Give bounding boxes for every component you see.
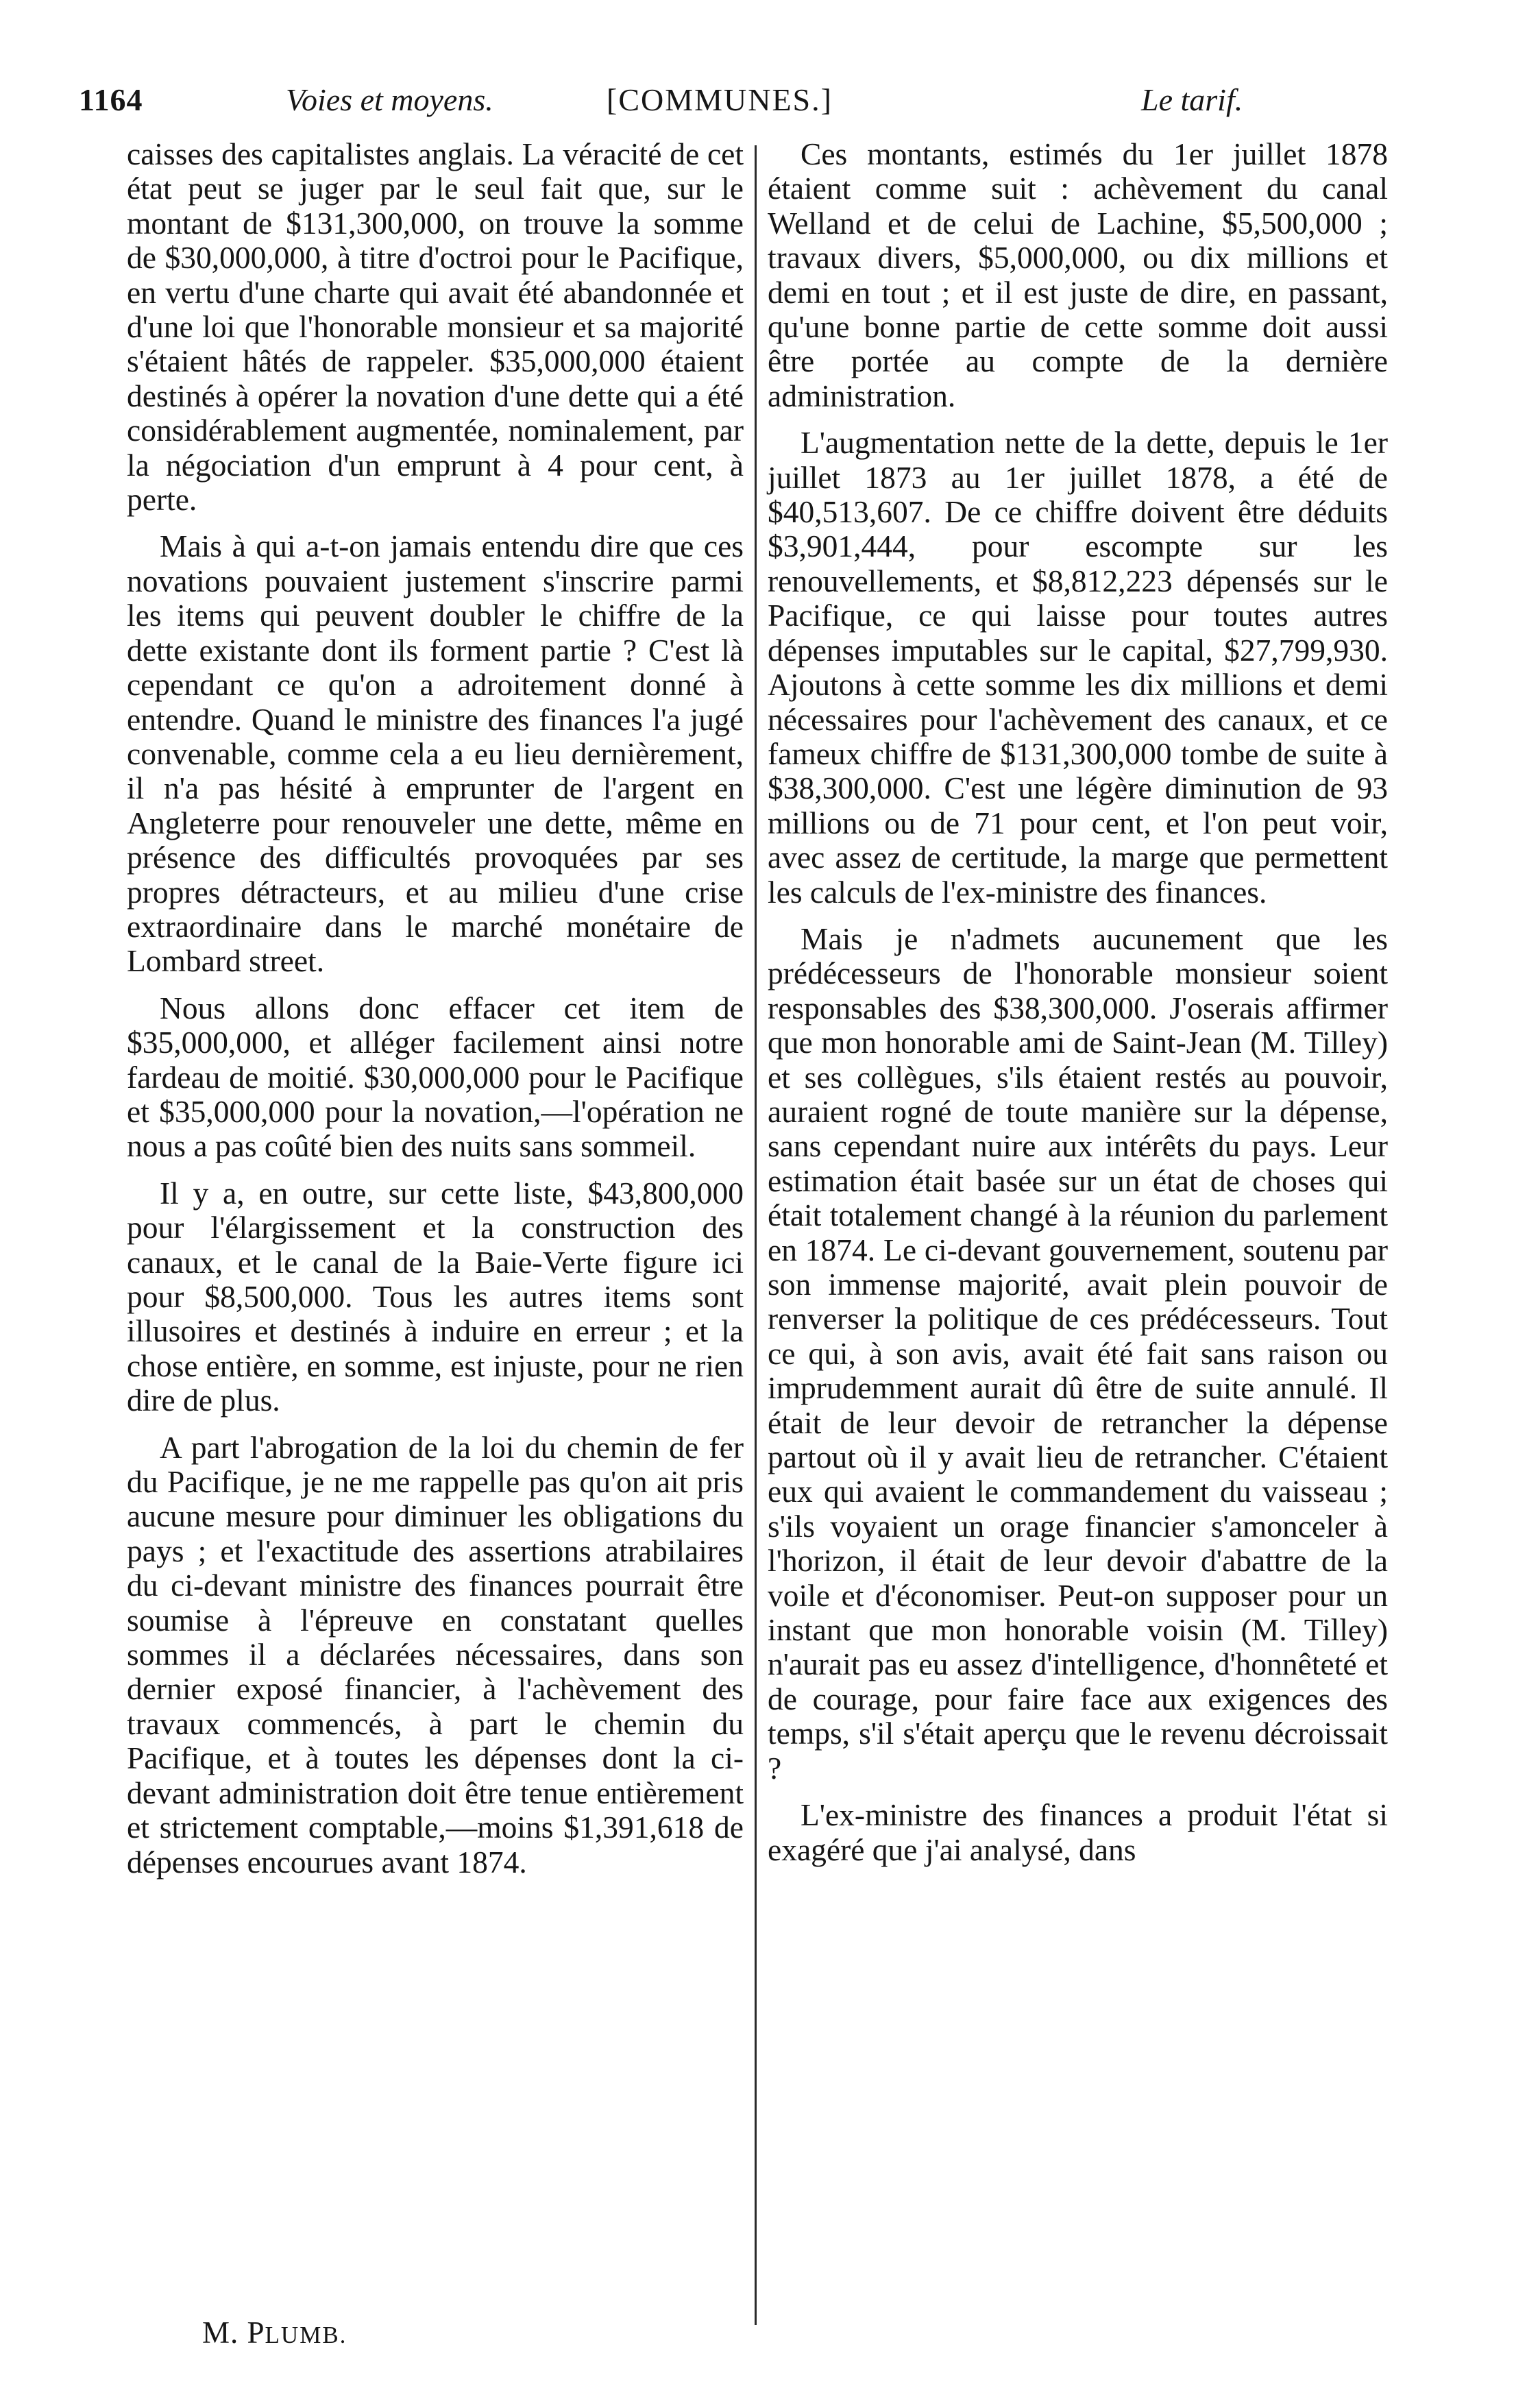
running-title-left: Voies et moyens. xyxy=(286,82,493,117)
left-column xyxy=(127,137,744,1892)
column-divider xyxy=(755,145,757,2325)
right-paragraph-4: L'ex-ministre des finances a produit l'état si exagéré que j'ai analysé, dans xyxy=(768,1797,1388,1867)
right-paragraph-2: L'augmentation nette de la dette, depuis le 1er juillet 1873 au 1er juillet 1878, a été de $40,513,607. De ce chiffre doivent être déduits $3,901,444, pour escompte sur les renouvellements, et $8,812,223 dépensés sur le Pacifique, ce qui laisse pour toutes autres dépenses imputables sur le capital, $27,799,930. Ajoutons à cette somme les dix millions et demi nécessaires pour l'achèvement des canaux, et ce fameux chiffre de $131,300,000 tombe de suite à $38,300,000. C'est une légère diminution de 93 millions ou de 71 pour cent, et l'on peut voir, avec assez de certitude, la marge que permettent les calculs de l'ex-ministre des finances. xyxy=(768,425,1388,910)
right-column xyxy=(768,137,1388,1880)
running-title-center: [COMMUNES.] xyxy=(607,82,833,117)
speaker-signature xyxy=(202,2313,347,2355)
left-paragraph-4: Il y a, en outre, sur cette liste, $43,800,000 pour l'élargissement et la construction des canaux, et le canal de la Baie-Verte figure ici pour $8,500,000. Tous les autres items sont illusoires et destinés à induire en erreur ; et la chose entière, en somme, est injuste, pour ne rien dire de plus. xyxy=(127,1175,744,1418)
left-paragraph-3: Nous allons donc effacer cet item de $35,000,000, et alléger facilement ainsi notre fardeau de moitié. $30,000,000 pour le Pacifique et $35,000,000 pour la novation,—l'opération ne nous a pas coûté bien des nuits sans sommeil. xyxy=(127,990,744,1164)
speaker-initial: M. P xyxy=(202,2315,265,2350)
page-number: 1164 xyxy=(79,82,143,117)
right-paragraph-1: Ces montants, estimés du 1er juillet 1878 étaient comme suit : achèvement du canal Welland et de celui de Lachine, $5,500,000 ; travaux divers, $5,000,000, ou dix millions et demi en tout ; et il est juste de dire, en passant, qu'une bonne partie de cette somme doit aussi être portée au compte de la dernière administration. xyxy=(768,136,1388,413)
left-paragraph-2: Mais à qui a-t-on jamais entendu dire que ces novations pouvaient justement s'inscrire parmi les items qui peuvent doubler le chiffre de la dette existante dont ils forment partie ? C'est là cependant ce qu'on a adroitement donné à entendre. Quand le ministre des finances l'a jugé convenable, comme cela a eu lieu dernièrement, il n'a pas hésité à emprunter de l'argent en Angleterre pour renouveler une dette, même en présence des difficultés provoquées par ses propres détracteurs, et au milieu d'une crise extraordinaire dans le marché monétaire de Lombard street. xyxy=(127,528,744,979)
left-paragraph-5: A part l'abrogation de la loi du chemin de fer du Pacifique, je ne me rappelle pas qu'on ait pris aucune mesure pour diminuer les obligations du pays ; et l'exactitude des assertions atrabilaires du ci-devant ministre des finances pourrait être soumise à l'épreuve en constatant quelles sommes il a déclarées nécessaires, dans son dernier exposé financier, à l'achèvement des travaux commencés, à part le chemin du Pacifique, et à toutes les dépenses dont la ci-devant administration doit être tenue entièrement et strictement comptable,—moins $1,391,618 de dépenses encourues avant 1874. xyxy=(127,1429,744,1880)
speaker-name-smallcaps: LUMB. xyxy=(265,2322,347,2348)
left-paragraph-1: caisses des capitalistes anglais. La véracité de cet état peut se juger par le seul fait que, sur le montant de $131,300,000, on trouve la somme de $30,000,000, à titre d'octroi pour le Pacifique, en vertu d'une charte qui avait été abandonnée et d'une loi que l'honorable monsieur et sa majorité s'étaient hâtés de rappeler. $35,000,000 étaient destinés à opérer la novation d'une dette qui a été considérablement augmentée, nominalement, par la négociation d'un emprunt à 4 pour cent, à perte. xyxy=(127,136,744,518)
right-paragraph-3: Mais je n'admets aucunement que les prédécesseurs de l'honorable monsieur soient responsables des $38,300,000. J'oserais affirmer que mon honorable ami de Saint-Jean (M. Tilley) et ses collègues, s'ils étaient restés au pouvoir, auraient rogné de toute manière sur la dépense, sans cependant nuire aux intérêts du pays. Leur estimation était basée sur un état de choses qui était totalement changé à la réunion du parlement en 1874. Le ci-devant gouvernement, soutenu par son immense majorité, avait plein pouvoir de renverser la politique de ces prédécesseurs. Tout ce qui, à son avis, avait été fait sans raison ou imprudemment aurait dû être de suite annulé. Il était de leur devoir de retrancher la dépense partout où il y avait lieu de retrancher. C'étaient eux qui avaient le commandement du vaisseau ; s'ils voyaient un orage financier s'amonceler à l'horizon, il était de leur devoir d'abattre de la voile et d'économiser. Peut-on supposer pour un instant que mon honorable voisin (M. Tilley) n'aurait pas eu assez d'intelligence, d'honnêteté et de courage, pour faire face aux exigences des temps, s'il s'était aperçu que le revenu décroissait ? xyxy=(768,921,1388,1786)
page-header xyxy=(79,73,1381,127)
running-title-right: Le tarif. xyxy=(1141,82,1243,117)
